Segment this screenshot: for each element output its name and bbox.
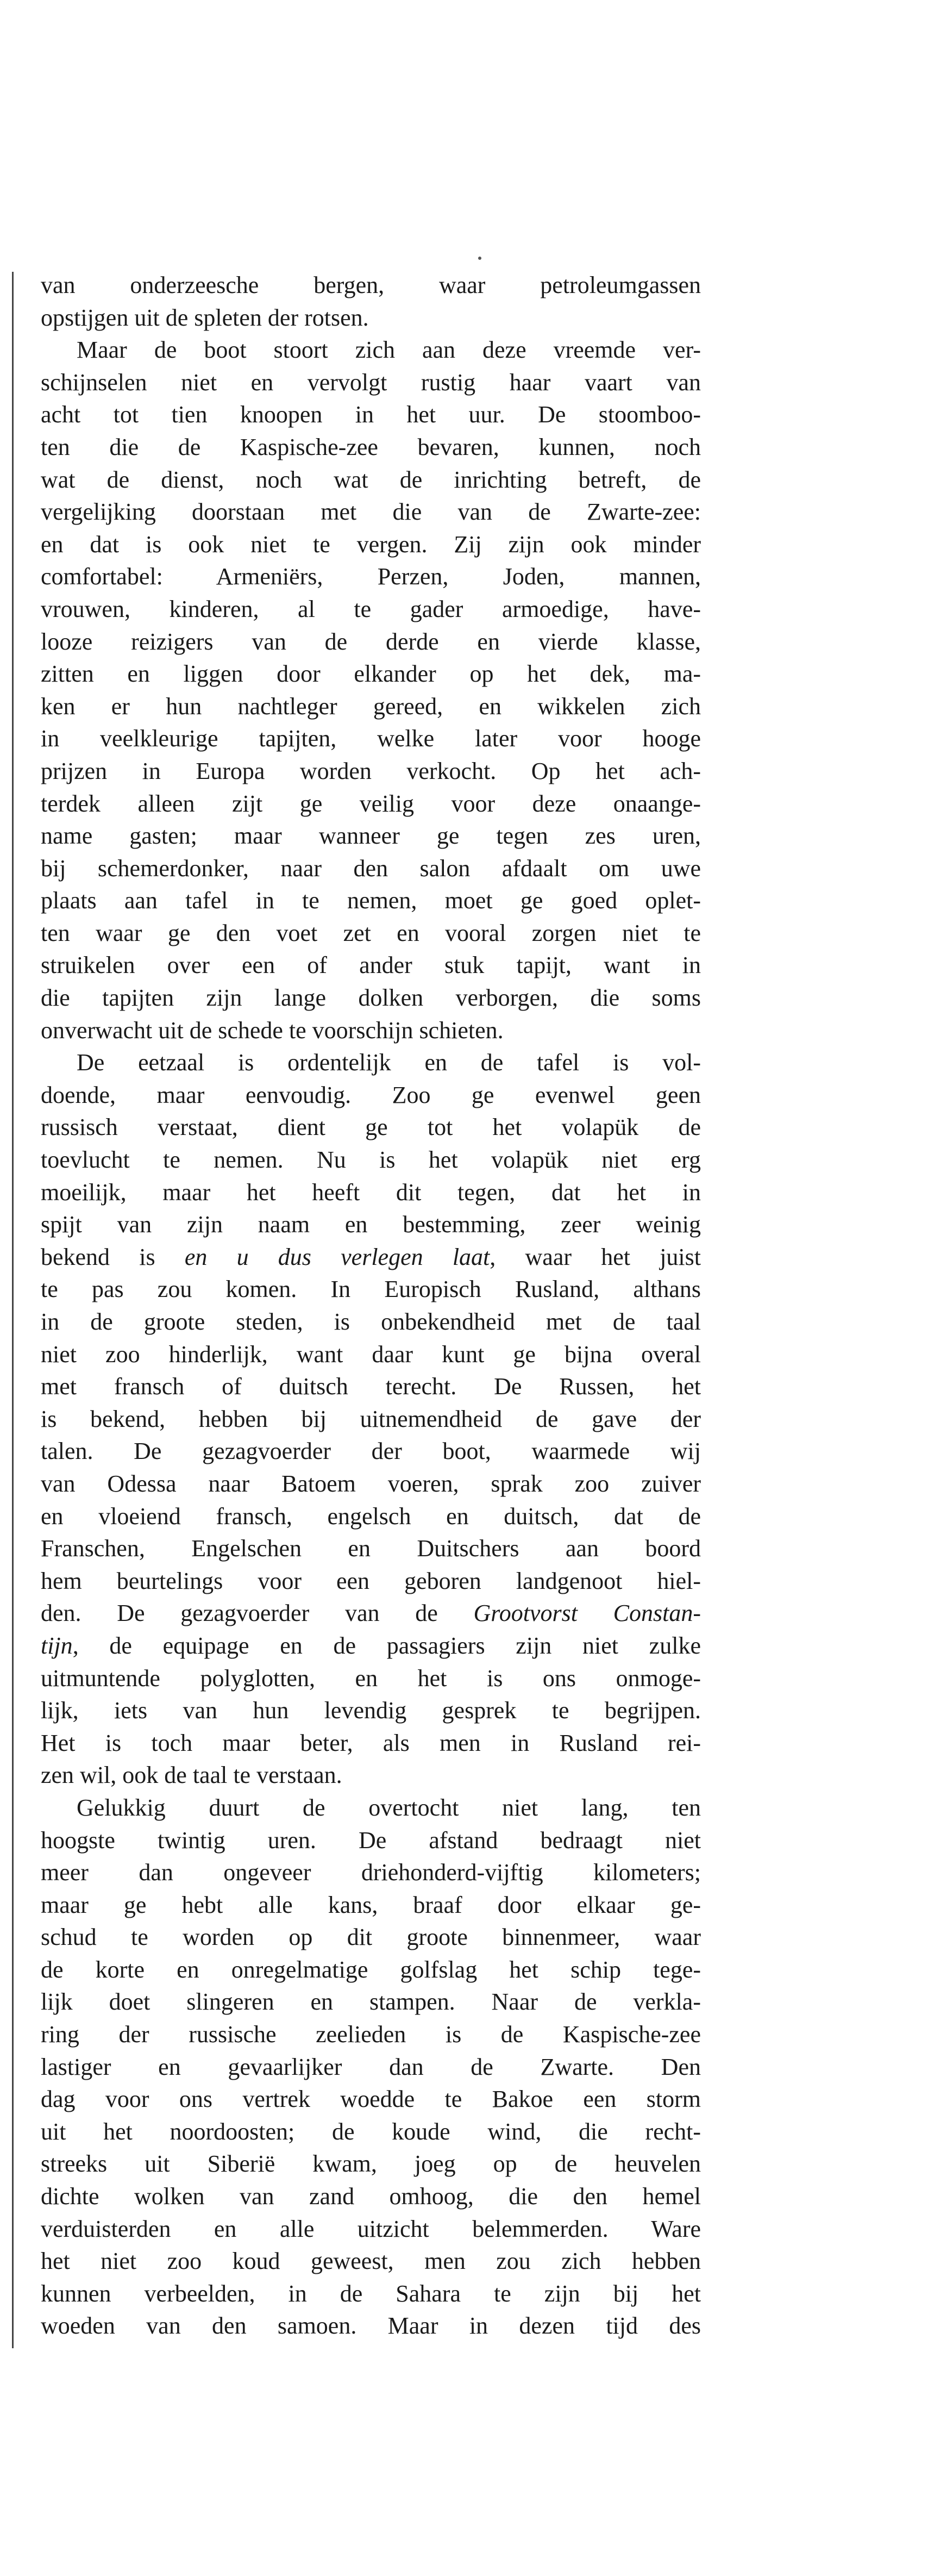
italic-phrase: en u dus verlegen laat xyxy=(184,1243,490,1270)
text-line: lijk doet slingeren en stampen. Naar de verkla- xyxy=(41,1988,701,2016)
text-line: vrouwen, kinderen, al te gader armoedige, have- xyxy=(41,595,701,622)
text-line: hem beurtelings voor een geboren landgenoot hiel- xyxy=(41,1567,701,1594)
text-line: Maar de boot stoort zich aan deze vreemde ver- xyxy=(77,336,701,364)
text-line: bij schemerdonker, naar den salon afdaalt om uwe xyxy=(41,854,701,882)
text-line: den. De gezagvoerder van de Grootvorst Constan- xyxy=(41,1600,701,1627)
text-line: en vloeiend fransch, engelsch en duitsch, dat de xyxy=(41,1502,701,1530)
text-line: maar ge hebt alle kans, braaf door elkaar ge- xyxy=(41,1891,701,1918)
text-line: ten die de Kaspische-zee bevaren, kunnen, noch xyxy=(41,433,701,460)
text-line: ken er hun nachtleger gereed, en wikkelen zich xyxy=(41,693,701,720)
text-line: vergelijking doorstaan met die van de Zwarte-zee: xyxy=(41,498,701,526)
text-line: opstijgen uit de spleten der rotsen. xyxy=(41,304,369,331)
text-line: tijn, de equipage en de passagiers zijn niet zulke xyxy=(41,1632,701,1659)
text-line: doende, maar eenvoudig. Zoo ge evenwel geen xyxy=(41,1081,701,1108)
text-line: russisch verstaat, dient ge tot het volapük de xyxy=(41,1114,701,1141)
ink-speck xyxy=(478,257,481,260)
text-line: ring der russische zeelieden is de Kaspische-zee xyxy=(41,2021,701,2048)
text-line: De eetzaal is ordentelijk en de tafel is vol- xyxy=(77,1049,701,1076)
text-line: streeks uit Siberië kwam, joeg op de heuvelen xyxy=(41,2150,701,2178)
text-line: looze reizigers van de derde en vierde klasse, xyxy=(41,628,701,655)
text-line: lijk, iets van hun levendig gesprek te begrijpen. xyxy=(41,1697,701,1724)
text-line: toevlucht te nemen. Nu is het volapük niet erg xyxy=(41,1146,701,1174)
text-line: de korte en onregelmatige golfslag het schip tege- xyxy=(41,1956,701,1983)
text-line: hoogste twintig uren. De afstand bedraagt niet xyxy=(41,1826,701,1854)
text-line: moeilijk, maar het heeft dit tegen, dat het in xyxy=(41,1178,701,1206)
text-line: woeden van den samoen. Maar in dezen tijd des xyxy=(41,2312,701,2340)
text-line: ten waar ge den voet zet en vooral zorgen niet te xyxy=(41,919,701,946)
text-line: en dat is ook niet te vergen. Zij zijn ook minder xyxy=(41,531,701,558)
italic-phrase: tijn xyxy=(41,1632,73,1659)
text-line: spijt van zijn naam en bestemming, zeer weinig xyxy=(41,1211,701,1238)
text-line: schijnselen niet en vervolgt rustig haar vaart van xyxy=(41,369,701,396)
text-line: meer dan ongeveer driehonderd-vijftig kilometers; xyxy=(41,1859,701,1886)
text-line: lastiger en gevaarlijker dan de Zwarte. Den xyxy=(41,2053,701,2080)
text-line: het niet zoo koud geweest, men zou zich hebben xyxy=(41,2248,701,2275)
text-line: zitten en liggen door elkander op het dek, ma- xyxy=(41,660,701,688)
text-line: name gasten; maar wanneer ge tegen zes uren, xyxy=(41,822,701,850)
text-line: struikelen over een of ander stuk tapijt, want in xyxy=(41,952,701,979)
text-line: comfortabel: Armeniërs, Perzen, Joden, mannen, xyxy=(41,563,701,590)
text-line: Het is toch maar beter, als men in Rusland rei- xyxy=(41,1729,701,1756)
body-text xyxy=(41,269,701,2342)
text-line: in veelkleurige tapijten, welke later voor hooge xyxy=(41,725,701,752)
text-line: niet zoo hinderlijk, want daar kunt ge bijna overal xyxy=(41,1340,701,1368)
text-line: die tapijten zijn lange dolken verborgen, die soms xyxy=(41,984,701,1012)
margin-rule xyxy=(12,272,14,2348)
text-line: schud te worden op dit groote binnenmeer, waar xyxy=(41,1924,701,1951)
text-line: Gelukkig duurt de overtocht niet lang, ten xyxy=(77,1794,701,1821)
text-line: talen. De gezagvoerder der boot, waarmede wij xyxy=(41,1438,701,1465)
text-line: uitmuntende polyglotten, en het is ons onmoge- xyxy=(41,1664,701,1692)
text-line: kunnen verbeelden, in de Sahara te zijn bij het xyxy=(41,2280,701,2307)
text-line: te pas zou komen. In Europisch Rusland, althans xyxy=(41,1276,701,1303)
text-line: van Odessa naar Batoem voeren, sprak zoo zuiver xyxy=(41,1470,701,1497)
text-line: Franschen, Engelschen en Duitschers aan boord xyxy=(41,1535,701,1562)
text-line: onverwacht uit de schede te voorschijn schieten. xyxy=(41,1016,504,1044)
text-line: in de groote steden, is onbekendheid met de taal xyxy=(41,1308,701,1335)
text-line: uit het noordoosten; de koude wind, die recht- xyxy=(41,2118,701,2145)
text-line: plaats aan tafel in te nemen, moet ge goed oplet- xyxy=(41,887,701,914)
italic-phrase: Grootvorst Constan- xyxy=(473,1600,701,1627)
text-line: zen wil, ook de taal te verstaan. xyxy=(41,1762,342,1789)
text-line: dag voor ons vertrek woedde te Bakoe een storm xyxy=(41,2086,701,2113)
text-line: met fransch of duitsch terecht. De Russen, het xyxy=(41,1373,701,1400)
text-line: bekend is en u dus verlegen laat, waar het juist xyxy=(41,1243,701,1270)
text-line: prijzen in Europa worden verkocht. Op het ach- xyxy=(41,757,701,784)
text-line: is bekend, hebben bij uitnemendheid de gave der xyxy=(41,1405,701,1432)
text-line: terdek alleen zijt ge veilig voor deze onaange- xyxy=(41,790,701,817)
text-line: acht tot tien knoopen in het uur. De stoomboo- xyxy=(41,401,701,428)
text-line: verduisterden en alle uitzicht belemmerden. Ware xyxy=(41,2215,701,2242)
text-line: wat de dienst, noch wat de inrichting betreft, de xyxy=(41,466,701,493)
text-line: dichte wolken van zand omhoog, die den hemel xyxy=(41,2183,701,2210)
text-line: van onderzeesche bergen, waar petroleumgassen xyxy=(41,272,701,298)
